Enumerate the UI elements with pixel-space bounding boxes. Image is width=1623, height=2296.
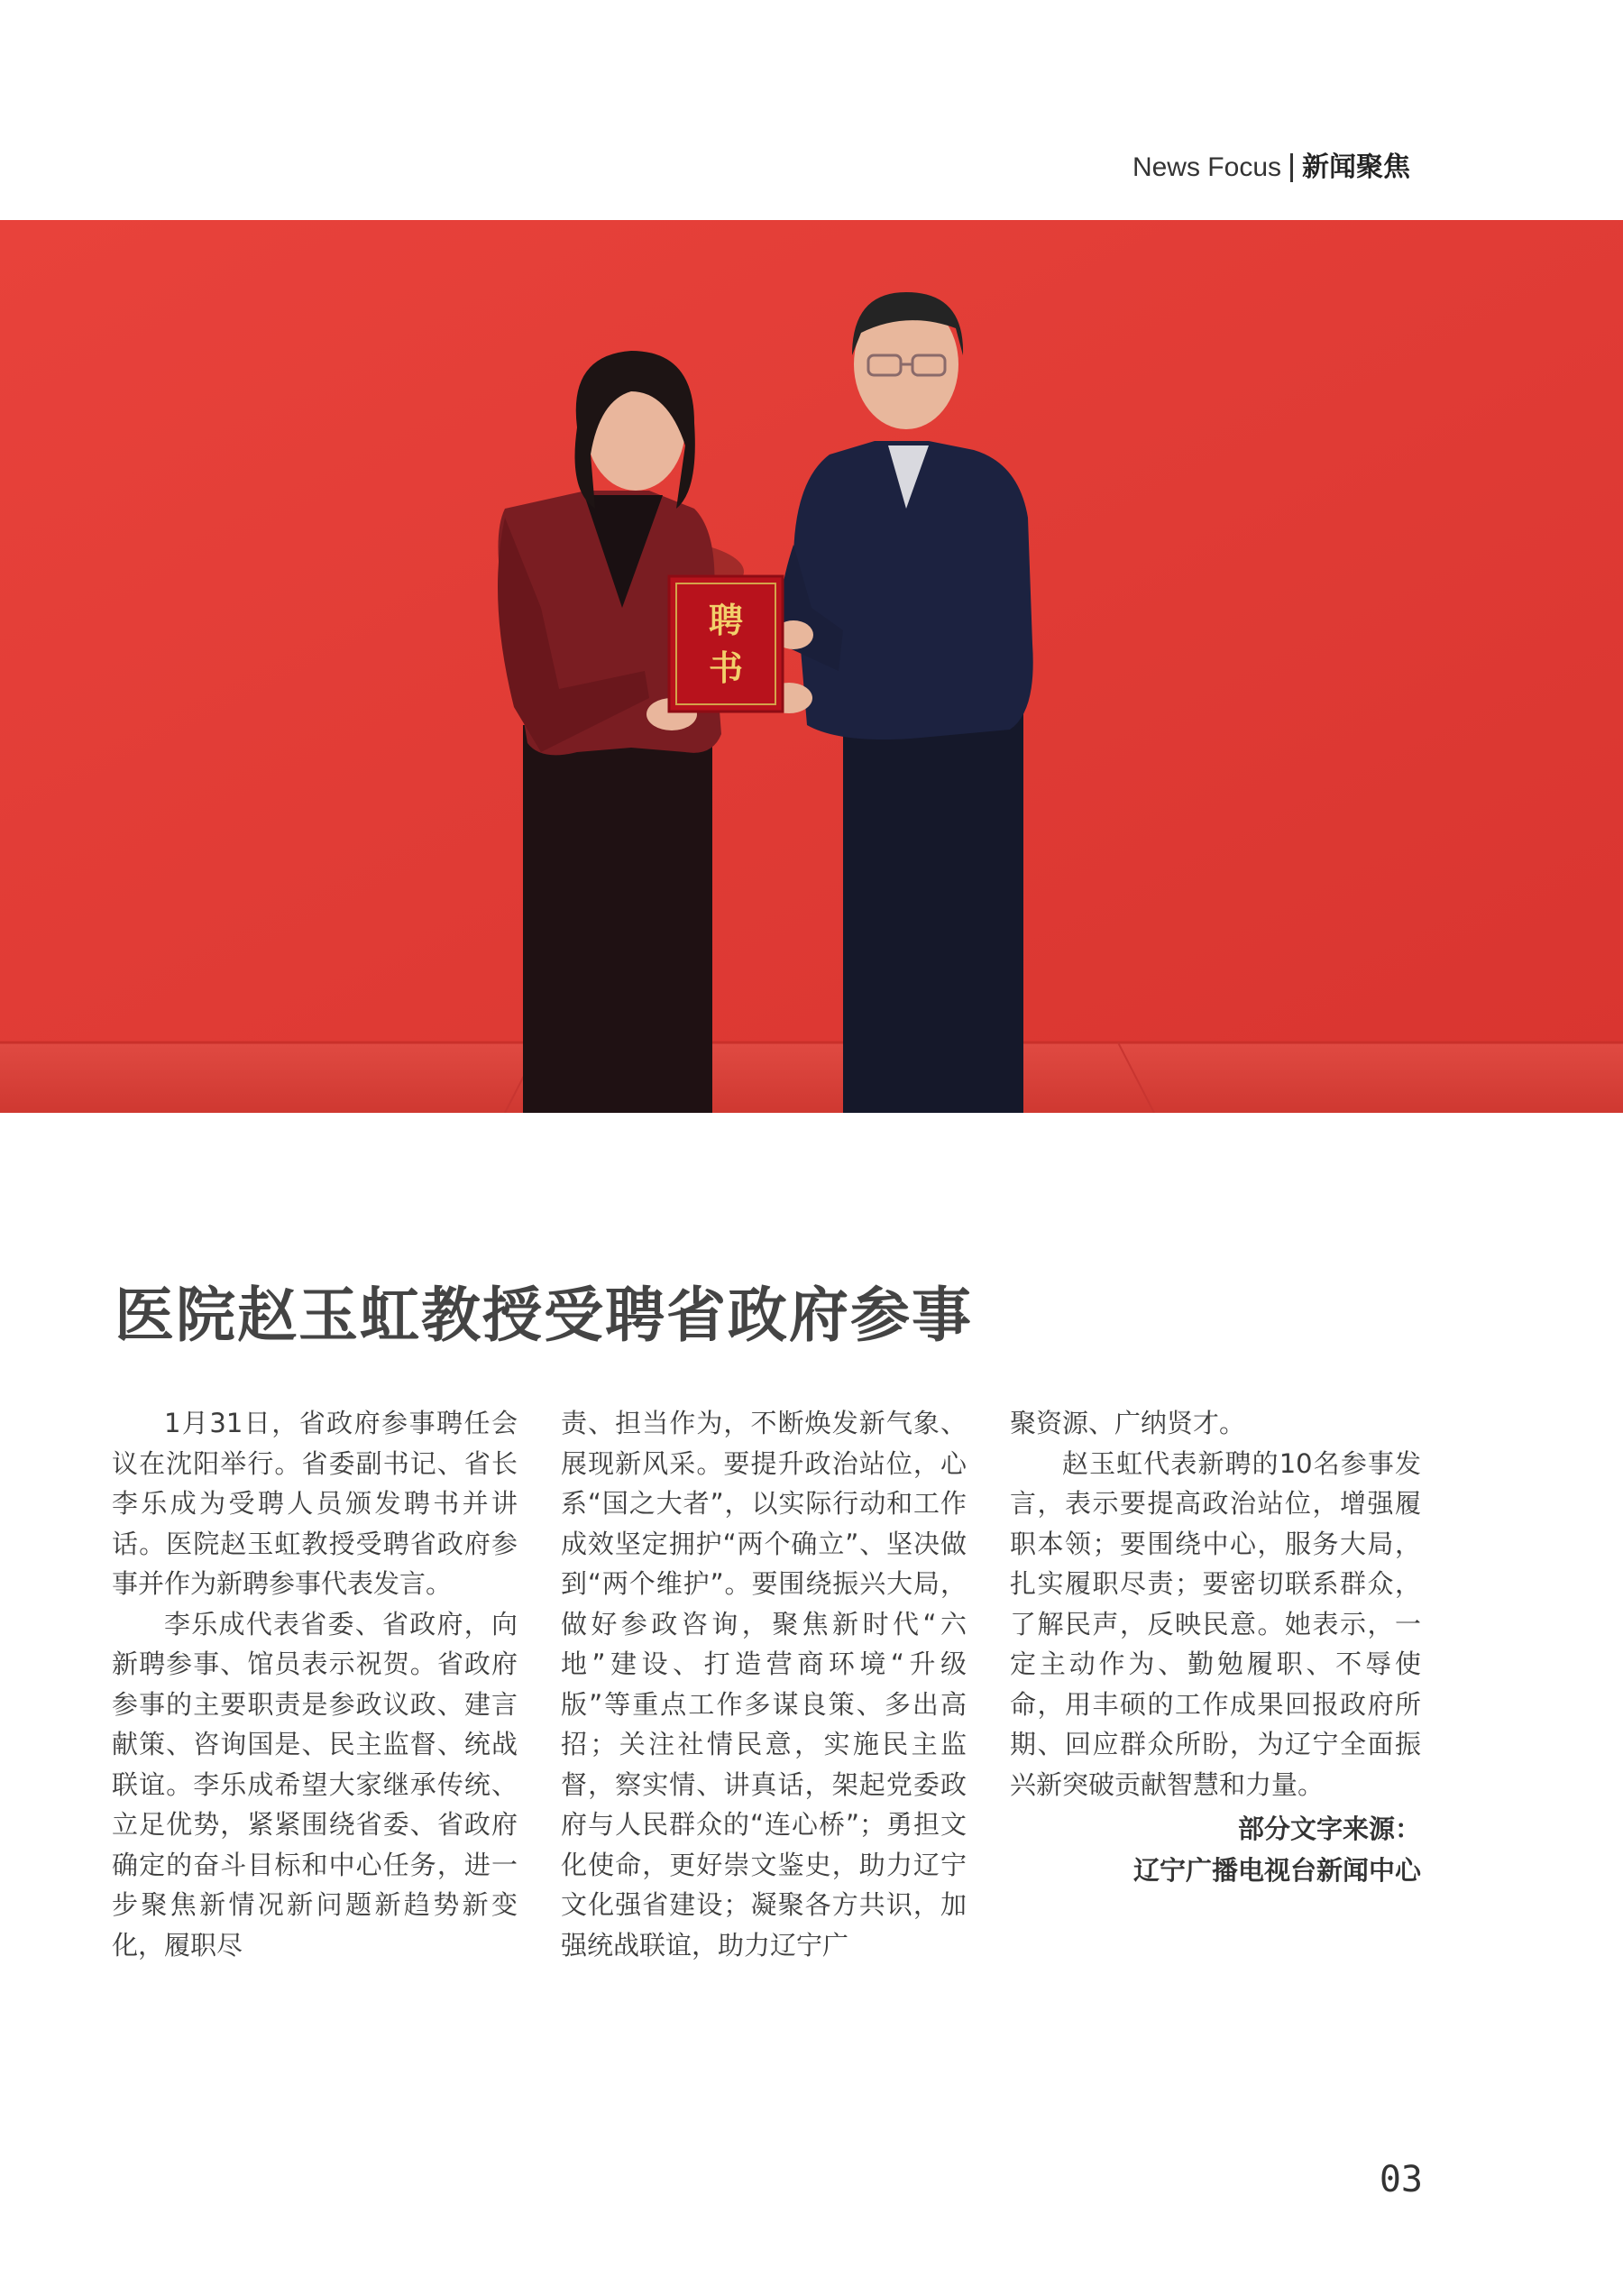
article-title: 医院赵玉虹教授受聘省政府参事 xyxy=(115,1281,973,1351)
section-name-cn: 新闻聚焦 xyxy=(1302,152,1410,183)
page-number: 03 xyxy=(1379,2159,1423,2200)
paragraph: 赵玉虹代表新聘的10名参事发言，表示要提高政治站位，增强履职本领；要围绕中心，服务大局，扎实履职尽责；要密切联系群众，了解民声，反映民意。她表示，一定主动作为、勤勉履职、不辱使命，用丰硕的工作成果回报政府所期、回应群众所盼，为辽宁全面振兴新突破贡献智慧和力量。 xyxy=(1010,1447,1421,1800)
article-column-1 xyxy=(112,1403,518,1965)
section-header xyxy=(1132,150,1410,186)
certificate-char-1: 聘 xyxy=(708,600,744,640)
paragraph: 责、担当作为，不断焕发新气象、展现新风采。要提升政治站位，心系“国之大者”，以实际行动和工作成效坚定拥护“两个确立”、坚决做到“两个维护”。要围绕振兴大局，做好参政咨询，聚焦新时代“六地”建设、打造营商环境“升级版”等重点工作多谋良策、多出高招；关注社情民意，实施民主监督，察实情、讲真话，架起党委政府与人民群众的“连心桥”；勇担文化使命，更好崇文鉴史，助力辽宁文化强省建设；凝聚各方共识，加强统战联谊，助力辽宁广 xyxy=(561,1408,967,1961)
appointment-certificate xyxy=(669,576,783,712)
certificate-char-2: 书 xyxy=(708,647,744,688)
text-source xyxy=(1010,1808,1421,1891)
ceremony-illustration xyxy=(0,220,1623,1113)
header-divider xyxy=(1290,153,1293,182)
paragraph: 聚资源、广纳贤才。 xyxy=(1010,1408,1246,1438)
red-floor xyxy=(0,1042,1623,1113)
source-label: 部分文字来源： xyxy=(1237,1814,1421,1844)
section-name-en: News Focus xyxy=(1132,152,1281,182)
ceremony-photo xyxy=(0,220,1623,1113)
paragraph: 李乐成代表省委、省政府，向新聘参事、馆员表示祝贺。省政府参事的主要职责是参政议政、建言献策、咨询国是、民主监督、统战联谊。李乐成希望大家继承传统、立足优势，紧紧围绕省委、省政府确定的奋斗目标和中心任务，进一步聚焦新情况新问题新趋势新变化，履职尽 xyxy=(112,1608,518,1961)
source-name: 辽宁广播电视台新闻中心 xyxy=(1132,1855,1421,1886)
article-column-2 xyxy=(561,1403,967,1965)
paragraph: 1月31日，省政府参事聘任会议在沈阳举行。省委副书记、省长李乐成为受聘人员颁发聘书并讲话。医院赵玉虹教授受聘省政府参事并作为新聘参事代表发言。 xyxy=(112,1408,518,1599)
article-column-3 xyxy=(1010,1403,1421,1891)
